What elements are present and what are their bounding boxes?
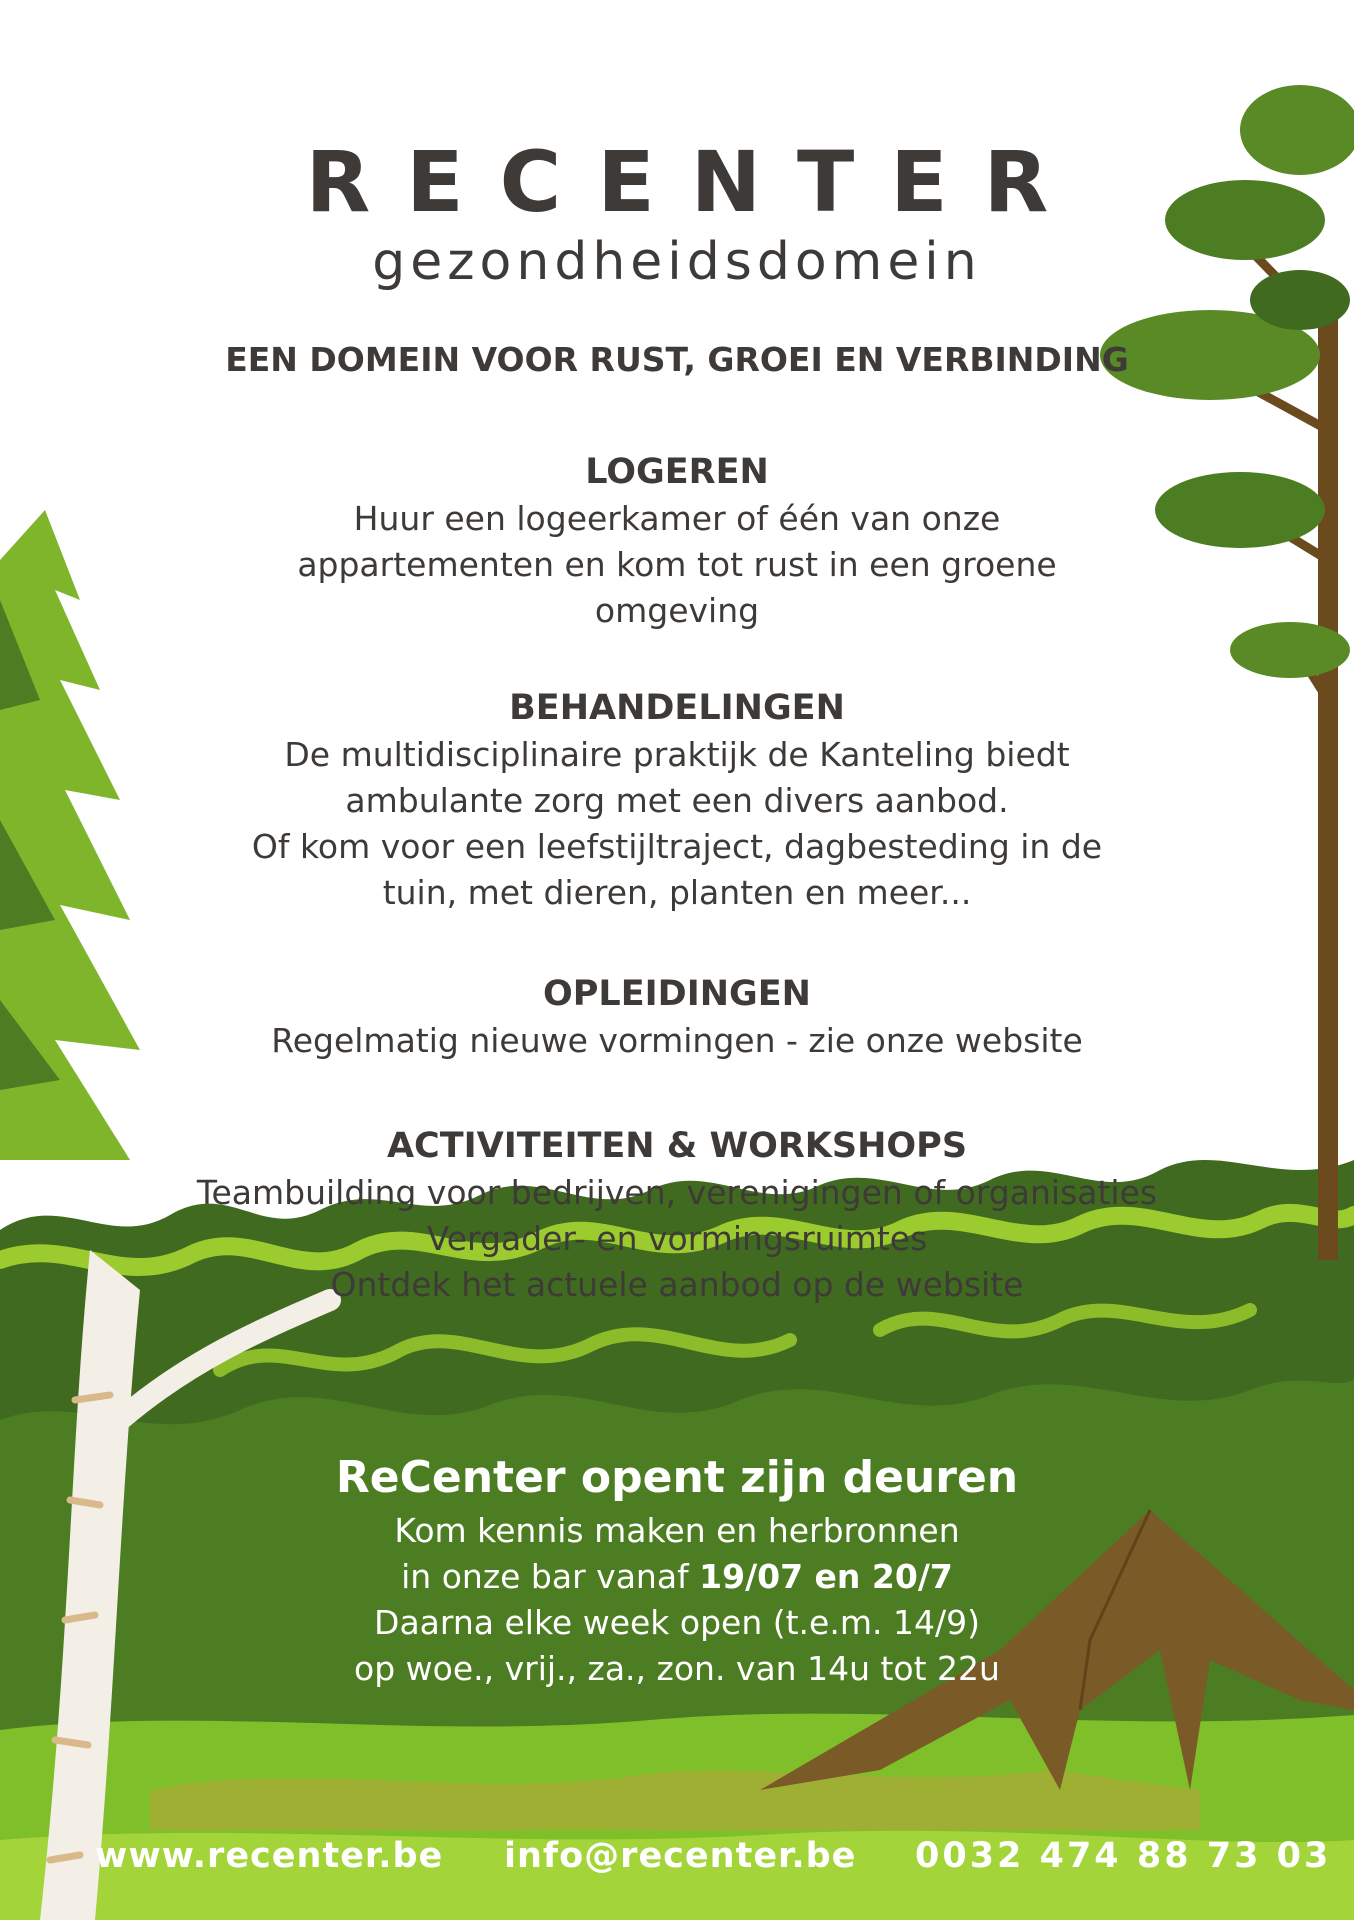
section-line: De multidisciplinaire praktijk de Kanteling biedt (284, 735, 1070, 774)
website-link[interactable]: www.recenter.be (95, 1836, 444, 1876)
section-line: Regelmatig nieuwe vormingen - zie onze website (271, 1021, 1083, 1060)
section-line: Of kom voor een leefstijltraject, dagbesteding in de (251, 827, 1103, 866)
section-line: Teambuilding voor bedrijven, verenigingen of organisaties (196, 1173, 1158, 1212)
section-behandelingen (0, 684, 1354, 916)
brand-subtitle: gezondheidsdomein (372, 232, 982, 292)
announcement-line (0, 1554, 1354, 1600)
section-activiteiten (0, 1122, 1354, 1308)
announcement-line: Daarna elke week open (t.e.m. 14/9) (374, 1603, 980, 1642)
section-title: BEHANDELINGEN (509, 688, 845, 728)
section-opleidingen (0, 970, 1354, 1064)
section-line: appartementen en kom tot rust in een groene (297, 545, 1057, 584)
announcement-line: op woe., vrij., za., zon. van 14u tot 22u (354, 1649, 1000, 1688)
section-title: OPLEIDINGEN (543, 974, 811, 1014)
opening-announcement (0, 1448, 1354, 1692)
section-title: LOGEREN (585, 452, 769, 492)
brand-name: RECENTER (305, 133, 1085, 231)
announcement-dates: 19/07 en 20/7 (699, 1557, 953, 1596)
section-line: omgeving (594, 591, 760, 630)
section-line: Ontdek het actuele aanbod op de website (330, 1265, 1024, 1304)
section-logeren (0, 448, 1354, 634)
section-line: ambulante zorg met een divers aanbod. (345, 781, 1009, 820)
announcement-line-prefix: in onze bar vanaf (401, 1557, 700, 1596)
announcement-line: Kom kennis maken en herbronnen (394, 1511, 960, 1550)
section-line: Vergader- en vormingsruimtes (426, 1219, 928, 1258)
phone-number[interactable]: 0032 474 88 73 03 (915, 1836, 1332, 1876)
announcement-title: ReCenter opent zijn deuren (335, 1452, 1019, 1503)
section-line: Huur een logeerkamer of één van onze (353, 499, 1001, 538)
tagline: EEN DOMEIN VOOR RUST, GROEI EN VERBINDING (225, 340, 1129, 379)
meadow-patch (150, 1770, 1200, 1830)
email-link[interactable]: info@recenter.be (504, 1836, 857, 1876)
section-title: ACTIVITEITEN & WORKSHOPS (386, 1126, 968, 1166)
section-line: tuin, met dieren, planten en meer... (382, 873, 972, 912)
